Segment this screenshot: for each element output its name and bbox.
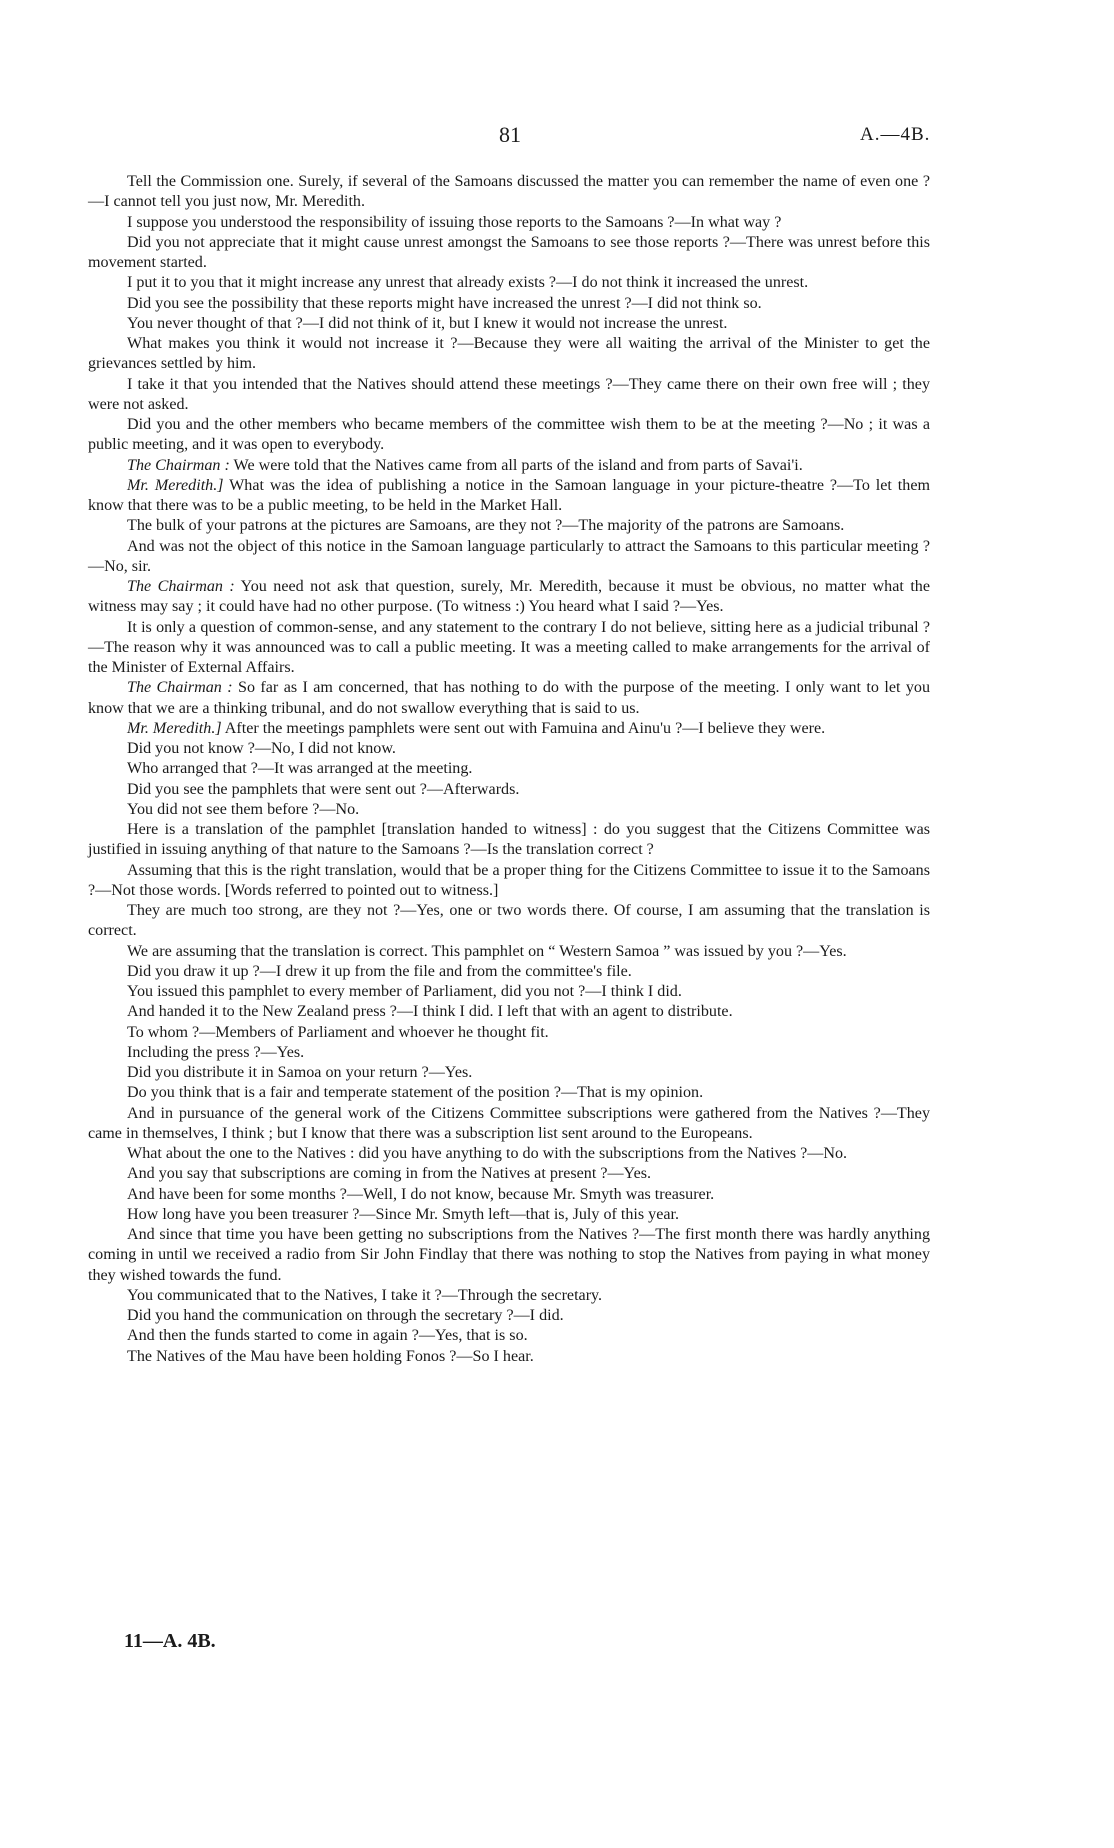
paragraph-text: You communicated that to the Natives, I take it ?—Through the secretary.: [127, 1286, 603, 1304]
paragraph-text: I take it that you intended that the Natives should attend these meetings ?—They came there on their own free will ; they were not asked.: [88, 375, 930, 413]
paragraph: [88, 1002, 930, 1022]
paragraph: [88, 1104, 930, 1145]
paragraph-text: Did you not appreciate that it might cause unrest amongst the Samoans to see those reports ?—There was unrest before this movement started.: [88, 233, 930, 271]
paragraph: [88, 375, 930, 416]
paragraph: [88, 1225, 930, 1286]
paragraph-text: We were told that the Natives came from all parts of the island and from parts of Savai'i.: [229, 456, 803, 474]
paragraph: [88, 1023, 930, 1043]
paragraph-text: It is only a question of common-sense, and any statement to the contrary I do not believe, sitting here as a judicial tribunal ?—The reason why it was announced was to call a public meeting. It was a meeting called to make arrangements for the arrival of the Minister of External Affairs.: [88, 618, 930, 676]
paragraph-text: Did you hand the communication on through the secretary ?—I did.: [127, 1307, 564, 1324]
paragraph-text: Did you and the other members who became members of the committee wish them to be at the meeting ?—No ; it was a public meeting, and it was open to everybody.: [88, 416, 930, 454]
paragraph: [88, 942, 930, 962]
paragraph: [88, 476, 930, 517]
speaker-label: The Chairman :: [127, 456, 230, 474]
paragraph-text: Did you draw it up ?—I drew it up from the file and from the committee's file.: [127, 962, 632, 980]
paragraph-text: And then the funds started to come in again ?—Yes, that is so.: [127, 1327, 528, 1345]
paragraph-text: And have been for some months ?—Well, I do not know, because Mr. Smyth was treasurer.: [127, 1185, 715, 1203]
paragraph: [88, 982, 930, 1002]
paragraph: [88, 172, 930, 213]
paragraph: [88, 1286, 930, 1306]
paragraph-text: I suppose you understood the responsibility of issuing those reports to the Samoans ?—In what way ?: [127, 213, 782, 231]
paragraph: [88, 1306, 930, 1326]
paragraph: [88, 1043, 930, 1063]
paragraph: [88, 1164, 930, 1184]
paragraph: [88, 1144, 930, 1164]
paragraph: [88, 618, 930, 679]
paragraph-text: Assuming that this is the right translation, would that be a proper thing for the Citizens Committee to issue it to the Samoans ?—Not those words. [Words referred to pointed out to witness.]: [88, 861, 930, 899]
paragraph-text: Did you distribute it in Samoa on your return ?—Yes.: [127, 1064, 473, 1081]
speaker-label: The Chairman :: [127, 578, 235, 595]
paragraph: [88, 1347, 930, 1367]
paragraph: [88, 901, 930, 942]
paragraph: [88, 780, 930, 800]
paragraph: [88, 739, 930, 759]
paragraph-text: After the meetings pamphlets were sent out with Famuina and Ainu'u ?—I believe they were.: [221, 719, 826, 737]
paragraph-text: What was the idea of publishing a notice in the Samoan language in your picture-theatre ?—To let them know that there was to be a public meeting, to be held in the Market Hall.: [88, 476, 930, 514]
paragraph-text: And was not the object of this notice in the Samoan language particularly to attract the Samoans to this particular meeting ?—No, sir.: [88, 537, 930, 575]
paragraph-text: To whom ?—Members of Parliament and whoever he thought fit.: [127, 1023, 549, 1041]
paragraph: [88, 314, 930, 334]
paragraph: [88, 759, 930, 779]
paragraph-text: What about the one to the Natives : did you have anything to do with the subscriptions from the Natives ?—No.: [127, 1145, 848, 1162]
paragraph: [88, 213, 930, 233]
paragraph: [88, 719, 930, 739]
paragraph-text: So far as I am concerned, that has nothing to do with the purpose of the meeting. I only want to let you know that we are a thinking tribunal, and do not swallow everything that is said to us.: [88, 679, 930, 717]
paragraph-text: And you say that subscriptions are coming in from the Natives at present ?—Yes.: [127, 1165, 651, 1183]
paragraph-text: You issued this pamphlet to every member of Parliament, did you not ?—I think I did.: [127, 983, 682, 1000]
paragraph-text: Did you see the pamphlets that were sent out ?—Afterwards.: [127, 780, 520, 798]
footer-signature: 11—A. 4B.: [124, 1630, 216, 1652]
paragraph: [88, 1063, 930, 1083]
paragraph-text: Do you think that is a fair and temperate statement of the position ?—That is my opinion.: [127, 1084, 704, 1102]
paragraph-text: The bulk of your patrons at the pictures are Samoans, are they not ?—The majority of the patrons are Samoans.: [127, 517, 845, 535]
paragraph: [88, 861, 930, 902]
paragraph: [88, 273, 930, 293]
paragraph-text: Tell the Commission one. Surely, if several of the Samoans discussed the matter you can remember the name of even one ?—I cannot tell you just now, Mr. Meredith.: [88, 173, 930, 211]
paragraph: [88, 800, 930, 820]
paragraph: [88, 1205, 930, 1225]
paragraph-text: We are assuming that the translation is correct. This pamphlet on “ Western Samoa ” was issued by you ?—Yes.: [127, 942, 847, 960]
paragraph-text: You need not ask that question, surely, Mr. Meredith, because it must be obvious, no matter what the witness may say ; it could have had no other purpose. (To witness :) You heard what I said ?—Yes.: [88, 578, 930, 616]
paragraph-text: And since that time you have been getting no subscriptions from the Natives ?—The first month there was hardly anything coming in until we received a radio from Sir John Findlay that there was nothing to stop the Natives from paying in what money they wished towards the fund.: [88, 1226, 930, 1284]
paragraph: [88, 1185, 930, 1205]
paragraph: [88, 334, 930, 375]
paragraph: [88, 962, 930, 982]
page-number: 81: [499, 122, 521, 147]
paragraph-text: They are much too strong, are they not ?—Yes, one or two words there. Of course, I am assuming that the translation is correct.: [88, 902, 930, 940]
paragraph-text: Here is a translation of the pamphlet [translation handed to witness] : do you suggest that the Citizens Committee was justified in issuing anything of that nature to the Samoans ?—Is the translation correct ?: [88, 821, 930, 859]
paragraph: [88, 1083, 930, 1103]
paragraph: [88, 233, 930, 274]
speaker-label: Mr. Meredith.]: [127, 476, 224, 494]
paragraph: [88, 456, 930, 476]
paragraph-text: And in pursuance of the general work of the Citizens Committee subscriptions were gathered from the Natives ?—They came in themselves, I think ; but I know that there was a subscription list sent around to the Europeans.: [88, 1104, 930, 1142]
paragraph: [88, 577, 930, 618]
paragraph-text: I put it to you that it might increase any unrest that already exists ?—I do not think it increased the unrest.: [127, 274, 809, 292]
paragraph: [88, 820, 930, 861]
paragraph-text: Who arranged that ?—It was arranged at the meeting.: [127, 760, 473, 778]
paragraph-text: Including the press ?—Yes.: [127, 1043, 305, 1061]
paragraph-text: The Natives of the Mau have been holding Fonos ?—So I hear.: [127, 1347, 534, 1365]
paragraph: [88, 1326, 930, 1346]
body-text: [88, 172, 930, 1367]
paragraph: [88, 294, 930, 314]
paragraph: [88, 516, 930, 536]
paragraph-text: Did you not know ?—No, I did not know.: [127, 740, 396, 757]
paragraph-text: Did you see the possibility that these reports might have increased the unrest ?—I did not think so.: [127, 294, 762, 312]
speaker-label: Mr. Meredith.]: [127, 719, 222, 737]
paragraph: [88, 537, 930, 578]
paragraph-text: You never thought of that ?—I did not think of it, but I knew it would not increase the unrest.: [127, 314, 728, 332]
speaker-label: The Chairman :: [127, 679, 233, 697]
paragraph: [88, 415, 930, 456]
paragraph-text: And handed it to the New Zealand press ?—I think I did. I left that with an agent to distribute.: [127, 1003, 733, 1021]
paragraph-text: What makes you think it would not increase it ?—Because they were all waiting the arrival of the Minister to get the grievances settled by him.: [88, 335, 930, 373]
paragraph: [88, 678, 930, 719]
paragraph-text: How long have you been treasurer ?—Since Mr. Smyth left—that is, July of this year.: [127, 1205, 679, 1223]
paragraph-text: You did not see them before ?—No.: [127, 800, 360, 818]
document-reference: A.—4B.: [860, 124, 931, 145]
